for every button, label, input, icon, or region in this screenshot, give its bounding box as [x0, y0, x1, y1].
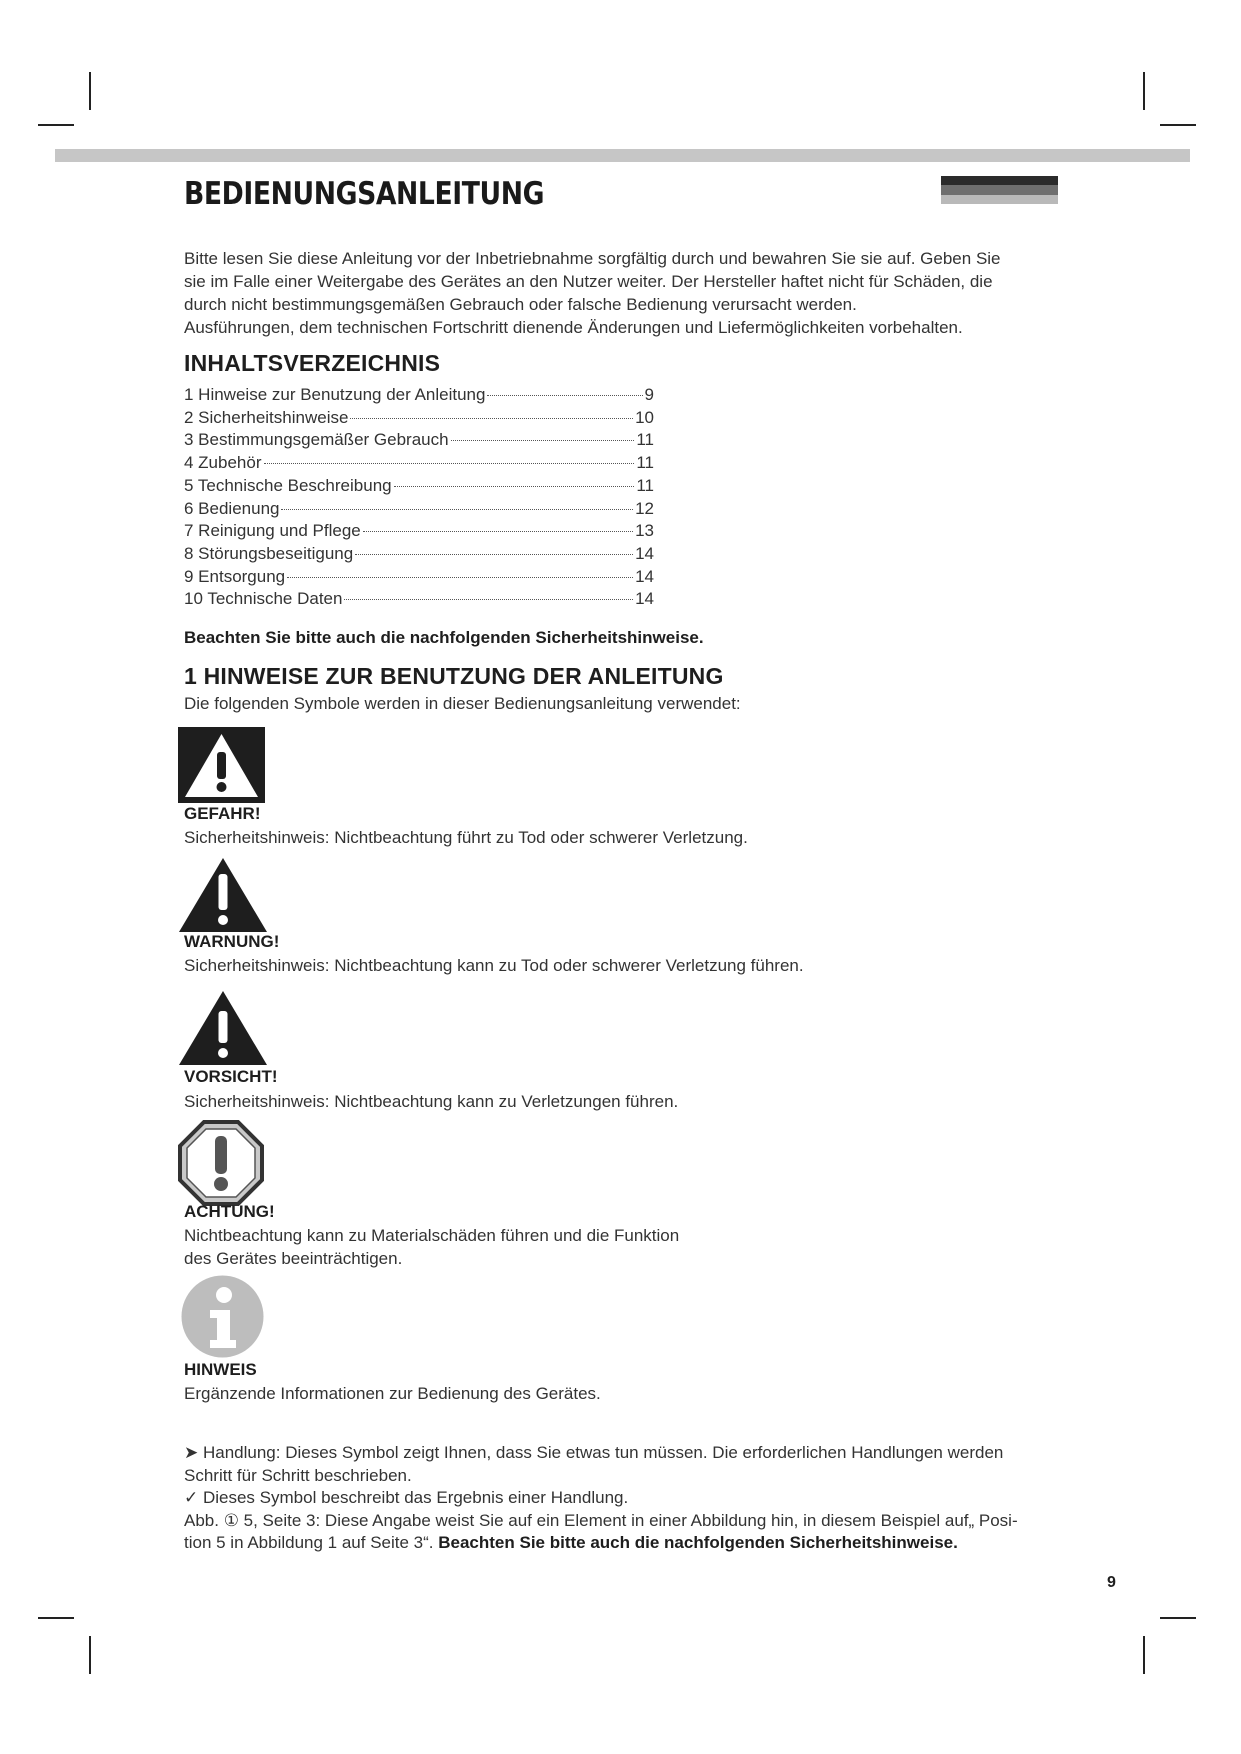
toc-entry-label: 9 Entsorgung	[184, 566, 286, 586]
toc-entry-page: 14	[635, 566, 654, 586]
caution-triangle-icon	[177, 989, 269, 1067]
crop-mark	[1160, 1617, 1196, 1619]
symbol-text-warnung: Sicherheitshinweis: Nichtbeachtung kann zu Tod oder schwerer Verletzung führen.	[184, 956, 804, 975]
toc-dot-leader	[355, 554, 633, 555]
page-title: BEDIENUNGSANLEITUNG	[184, 176, 545, 212]
danger-warning-icon	[178, 727, 265, 803]
symbol-label-hinweis: HINWEIS	[184, 1360, 257, 1379]
intro-line: durch nicht bestimmungsgemäßen Gebrauch oder falsche Bedienung verursacht werden.	[184, 295, 857, 314]
symbol-label-achtung: ACHTUNG!	[184, 1202, 275, 1221]
toc-entry-label: 4 Zubehör	[184, 453, 262, 473]
toc-entry-label: 8 Störungsbeseitigung	[184, 543, 354, 563]
flag-stripe	[941, 195, 1058, 204]
toc-entry-page: 12	[635, 498, 654, 518]
toc-dot-leader	[350, 418, 633, 419]
toc-entry-page: 14	[635, 589, 654, 609]
toc-entry-label: 6 Bedienung	[184, 498, 280, 518]
toc-entry-label: 10 Technische Daten	[184, 589, 343, 609]
symbol-text-achtung-1: Nichtbeachtung kann zu Materialschäden führen und die Funktion	[184, 1226, 680, 1245]
page-number: 9	[1107, 1574, 1116, 1591]
toc-entry[interactable]	[184, 520, 654, 543]
toc-entry-page: 11	[636, 430, 654, 450]
intro-line: Ausführungen, dem technischen Fortschritt dienende Änderungen und Liefermöglichkeiten vorbehalten.	[184, 318, 963, 337]
symbol-text-hinweis: Ergänzende Informationen zur Bedienung des Gerätes.	[184, 1384, 601, 1403]
action-line: Schritt für Schritt beschrieben.	[184, 1465, 412, 1485]
toc-dot-leader	[487, 395, 642, 396]
intro-line: Bitte lesen Sie diese Anleitung vor der Inbetriebnahme sorgfältig durch und bewahren Sie sie auf. Geben Sie	[184, 249, 1001, 268]
toc-entry[interactable]	[184, 566, 654, 589]
toc-entry-page: 10	[635, 407, 654, 427]
crop-mark	[1143, 72, 1145, 110]
safety-note: Beachten Sie bitte auch die nachfolgenden Sicherheitshinweise.	[184, 628, 704, 647]
symbol-text-vorsicht: Sicherheitshinweis: Nichtbeachtung kann zu Verletzungen führen.	[184, 1092, 679, 1111]
toc-entry[interactable]	[184, 429, 654, 452]
result-line: ✓ Dieses Symbol beschreibt das Ergebnis einer Handlung.	[184, 1488, 629, 1507]
symbol-text-gefahr: Sicherheitshinweis: Nichtbeachtung führt zu Tod oder schwerer Verletzung.	[184, 828, 748, 847]
symbol-label-vorsicht: VORSICHT!	[184, 1067, 278, 1086]
toc-dot-leader	[451, 440, 635, 441]
crop-mark	[89, 72, 91, 110]
section-subtitle: Die folgenden Symbole werden in dieser Bedienungsanleitung verwendet:	[184, 694, 741, 713]
crop-mark	[89, 1636, 91, 1674]
german-flag-icon	[941, 176, 1058, 204]
toc-entry[interactable]	[184, 475, 654, 498]
crop-mark	[38, 1617, 74, 1619]
toc-entry-page: 13	[635, 521, 654, 541]
crop-mark	[1143, 1636, 1145, 1674]
toc-dot-leader	[394, 486, 635, 487]
action-line: ➤ Handlung: Dieses Symbol zeigt Ihnen, dass Sie etwas tun müssen. Die erforderlichen Handlungen werden	[184, 1443, 1004, 1462]
toc-entry[interactable]	[184, 588, 654, 611]
header-bar	[55, 149, 1190, 162]
toc-dot-leader	[363, 531, 633, 532]
toc-heading: INHALTSVERZEICHNIS	[184, 350, 441, 376]
table-of-contents	[184, 384, 654, 611]
toc-entry-label: 3 Bestimmungsgemäßer Gebrauch	[184, 430, 449, 450]
symbol-label-gefahr: GEFAHR!	[184, 804, 261, 823]
toc-entry-label: 1 Hinweise zur Benutzung der Anleitung	[184, 385, 486, 404]
toc-entry[interactable]	[184, 498, 654, 521]
warning-triangle-icon	[177, 856, 269, 934]
flag-stripe	[941, 185, 1058, 194]
flag-stripe	[941, 176, 1058, 185]
crop-mark	[38, 124, 74, 126]
toc-entry-page: 14	[635, 543, 654, 563]
toc-entry-page: 11	[636, 475, 654, 495]
toc-dot-leader	[281, 509, 633, 510]
usage-notes	[184, 1442, 1064, 1555]
intro-line: sie im Falle einer Weitergabe des Gerätes an den Nutzer weiter. Der Hersteller haftet nicht für Schäden, die	[184, 272, 993, 291]
figure-reference-line	[184, 1532, 1064, 1555]
toc-entry-page: 11	[636, 453, 654, 473]
intro-paragraph	[184, 247, 1064, 339]
toc-dot-leader	[287, 577, 633, 578]
section-heading: 1 HINWEISE ZUR BENUTZUNG DER ANLEITUNG	[184, 663, 724, 689]
crop-mark	[1160, 124, 1196, 126]
toc-entry-page: 9	[644, 385, 654, 404]
info-icon	[180, 1274, 265, 1359]
figure-reference-text: tion 5 in Abbildung 1 auf Seite 3“.	[184, 1533, 434, 1552]
toc-dot-leader	[264, 463, 635, 464]
symbol-text-achtung-2: des Gerätes beeinträchtigen.	[184, 1249, 403, 1268]
toc-entry[interactable]	[184, 543, 654, 566]
toc-entry[interactable]	[184, 384, 654, 407]
toc-dot-leader	[344, 599, 633, 600]
toc-entry[interactable]	[184, 407, 654, 430]
toc-entry-label: 7 Reinigung und Pflege	[184, 521, 361, 541]
figure-reference-line: Abb. ① 5, Seite 3: Diese Angabe weist Sie auf ein Element in einer Abbildung hin, in diesem Beispiel auf„ Posi-	[184, 1510, 1018, 1530]
toc-entry-label: 5 Technische Beschreibung	[184, 475, 392, 495]
figure-reference-bold: Beachten Sie bitte auch die nachfolgenden Sicherheitshinweise.	[438, 1533, 958, 1552]
octagon-exclamation-icon	[178, 1120, 264, 1206]
toc-entry[interactable]	[184, 452, 654, 475]
toc-entry-label: 2 Sicherheitshinweise	[184, 407, 349, 427]
symbol-label-warnung: WARNUNG!	[184, 932, 280, 951]
